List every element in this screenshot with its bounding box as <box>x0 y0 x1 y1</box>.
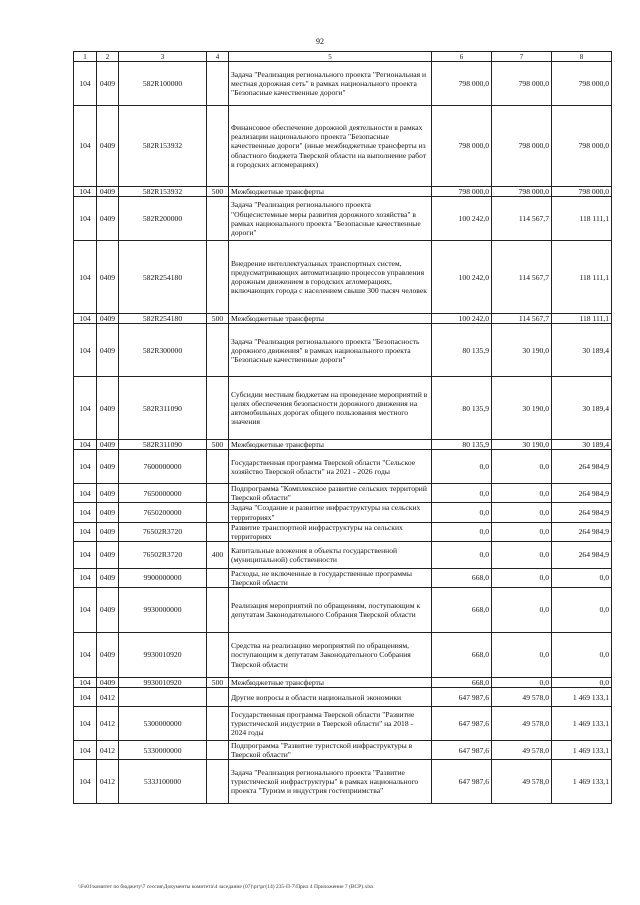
cell-amount-year2: 0,0 <box>492 484 552 503</box>
table-row <box>74 377 612 440</box>
cell-section: 0409 <box>97 484 119 503</box>
cell-target-article: 582R153932 <box>119 187 207 197</box>
cell-expense-type <box>207 241 229 314</box>
cell-section: 0409 <box>97 440 119 450</box>
cell-target-article: 5300000000 <box>119 707 207 741</box>
cell-section: 0409 <box>97 197 119 241</box>
cell-amount-year2: 0,0 <box>492 633 552 678</box>
cell-amount-year1: 0,0 <box>432 484 492 503</box>
cell-amount-year1: 647 987,6 <box>432 760 492 804</box>
cell-expense-type <box>207 324 229 377</box>
cell-admin-code: 104 <box>74 106 97 187</box>
cell-admin-code: 104 <box>74 522 97 541</box>
cell-amount-year2: 798 000,0 <box>492 62 552 106</box>
cell-target-article: 582R300000 <box>119 324 207 377</box>
cell-expense-type <box>207 568 229 587</box>
cell-expense-type: 500 <box>207 314 229 324</box>
cell-target-article: 582R200000 <box>119 197 207 241</box>
cell-amount-year3: 0,0 <box>552 568 612 587</box>
cell-amount-year1: 0,0 <box>432 450 492 484</box>
cell-amount-year2: 0,0 <box>492 588 552 633</box>
cell-amount-year3: 264 984,9 <box>552 522 612 541</box>
cell-amount-year1: 798 000,0 <box>432 187 492 197</box>
table-row <box>74 440 612 450</box>
cell-amount-year3: 1 469 133,1 <box>552 760 612 804</box>
cell-description: Государственная программа Тверской области "Развитие туристической индустрии в Тверской области" на 2018 - 2024 годы <box>229 707 432 741</box>
cell-amount-year2: 114 567,7 <box>492 314 552 324</box>
cell-admin-code: 104 <box>74 760 97 804</box>
cell-section: 0409 <box>97 678 119 688</box>
cell-amount-year3: 264 984,9 <box>552 503 612 522</box>
cell-admin-code: 104 <box>74 197 97 241</box>
cell-amount-year3: 1 469 133,1 <box>552 741 612 760</box>
cell-amount-year1: 80 135,9 <box>432 440 492 450</box>
cell-description: Внедрение интеллектуальных транспортных систем, предусматривающих автоматизацию процессов управления дорожным движением в городских агломерациях, включающих города с населением свыше 300 тысяч человек <box>229 241 432 314</box>
cell-target-article: 9930010920 <box>119 633 207 678</box>
cell-section: 0412 <box>97 741 119 760</box>
cell-target-article <box>119 688 207 707</box>
cell-section: 0409 <box>97 241 119 314</box>
cell-amount-year3: 118 111,1 <box>552 197 612 241</box>
cell-description: Финансовое обеспечение дорожной деятельности в рамках реализации национального проекта "Безопасные качественные дороги" (иные межбюджетные трансферты из областного бюджета Тверской области на выполнение работ в городских агломерациях) <box>229 106 432 187</box>
cell-amount-year3: 30 189,4 <box>552 324 612 377</box>
cell-amount-year2: 49 578,0 <box>492 688 552 707</box>
cell-section: 0409 <box>97 314 119 324</box>
table-row <box>74 588 612 633</box>
table-row <box>74 484 612 503</box>
cell-description: Подпрограмма "Развитие туристской инфраструктуры в Тверской области" <box>229 741 432 760</box>
cell-amount-year2: 49 578,0 <box>492 707 552 741</box>
cell-admin-code: 104 <box>74 187 97 197</box>
table-row <box>74 688 612 707</box>
cell-amount-year2: 0,0 <box>492 678 552 688</box>
cell-section: 0409 <box>97 522 119 541</box>
cell-description: Средства на реализацию мероприятий по обращениям, поступающим к депутатам Законодательного Собрания Тверской области <box>229 633 432 678</box>
cell-amount-year1: 647 987,6 <box>432 688 492 707</box>
cell-section: 0409 <box>97 62 119 106</box>
cell-admin-code: 104 <box>74 678 97 688</box>
table-row <box>74 678 612 688</box>
cell-expense-type <box>207 106 229 187</box>
cell-target-article: 582R100000 <box>119 62 207 106</box>
cell-target-article: 9900000000 <box>119 568 207 587</box>
cell-amount-year3: 798 000,0 <box>552 106 612 187</box>
cell-description: Субсидии местным бюджетам на проведение мероприятий в целях обеспечения безопасности дорожного движения на автомобильных дорогах общего пользования местного значения <box>229 377 432 440</box>
table-row <box>74 62 612 106</box>
table-row <box>74 106 612 187</box>
cell-amount-year1: 647 987,6 <box>432 741 492 760</box>
cell-admin-code: 104 <box>74 314 97 324</box>
cell-expense-type <box>207 377 229 440</box>
cell-amount-year1: 0,0 <box>432 503 492 522</box>
cell-amount-year3: 1 469 133,1 <box>552 707 612 741</box>
cell-section: 0412 <box>97 688 119 707</box>
column-header: 3 <box>119 52 207 62</box>
cell-section: 0409 <box>97 503 119 522</box>
cell-description: Задача "Реализация регионального проекта "Региональная и местная дорожная сеть" в рамках национального проекта "Безопасные качественные дороги" <box>229 62 432 106</box>
cell-admin-code: 104 <box>74 588 97 633</box>
cell-target-article: 533J100000 <box>119 760 207 804</box>
cell-section: 0409 <box>97 324 119 377</box>
table-row <box>74 741 612 760</box>
cell-expense-type <box>207 707 229 741</box>
cell-amount-year3: 264 984,9 <box>552 484 612 503</box>
cell-section: 0409 <box>97 541 119 568</box>
table-row <box>74 187 612 197</box>
cell-target-article: 7650200000 <box>119 503 207 522</box>
cell-amount-year3: 30 189,4 <box>552 440 612 450</box>
cell-amount-year3: 1 469 133,1 <box>552 688 612 707</box>
budget-table <box>73 51 612 804</box>
cell-admin-code: 104 <box>74 62 97 106</box>
cell-admin-code: 104 <box>74 440 97 450</box>
column-header: 8 <box>552 52 612 62</box>
cell-amount-year2: 0,0 <box>492 503 552 522</box>
cell-description: Реализация мероприятий по обращениям, поступающим к депутатам Законодательного Собрания Тверской области <box>229 588 432 633</box>
cell-description: Межбюджетные трансферты <box>229 187 432 197</box>
cell-target-article: 76502R3720 <box>119 541 207 568</box>
cell-admin-code: 104 <box>74 450 97 484</box>
cell-description: Межбюджетные трансферты <box>229 440 432 450</box>
cell-expense-type <box>207 633 229 678</box>
cell-amount-year3: 0,0 <box>552 633 612 678</box>
cell-amount-year3: 264 984,9 <box>552 450 612 484</box>
cell-section: 0409 <box>97 588 119 633</box>
cell-expense-type <box>207 450 229 484</box>
table-row <box>74 450 612 484</box>
cell-section: 0412 <box>97 707 119 741</box>
cell-expense-type: 400 <box>207 541 229 568</box>
table-row <box>74 324 612 377</box>
column-header: 1 <box>74 52 97 62</box>
cell-target-article: 582R153932 <box>119 106 207 187</box>
cell-amount-year3: 264 984,9 <box>552 541 612 568</box>
cell-admin-code: 104 <box>74 688 97 707</box>
cell-amount-year1: 100 242,0 <box>432 197 492 241</box>
cell-section: 0412 <box>97 760 119 804</box>
cell-expense-type <box>207 197 229 241</box>
cell-description: Задача "Реализация регионального проекта "Развитие туристической инфраструктуры" в рамках национального проекта "Туризм и индустрия гостеприимства" <box>229 760 432 804</box>
cell-target-article: 76502R3720 <box>119 522 207 541</box>
cell-amount-year1: 798 000,0 <box>432 62 492 106</box>
table-row <box>74 197 612 241</box>
cell-section: 0409 <box>97 187 119 197</box>
cell-amount-year3: 798 000,0 <box>552 62 612 106</box>
cell-amount-year1: 647 987,6 <box>432 707 492 741</box>
cell-target-article: 9930000000 <box>119 588 207 633</box>
cell-amount-year3: 118 111,1 <box>552 241 612 314</box>
cell-amount-year1: 100 242,0 <box>432 241 492 314</box>
table-row <box>74 503 612 522</box>
cell-amount-year3: 798 000,0 <box>552 187 612 197</box>
cell-amount-year2: 49 578,0 <box>492 760 552 804</box>
cell-section: 0409 <box>97 633 119 678</box>
column-header: 6 <box>432 52 492 62</box>
cell-amount-year1: 798 000,0 <box>432 106 492 187</box>
cell-amount-year3: 0,0 <box>552 588 612 633</box>
cell-amount-year2: 30 190,0 <box>492 324 552 377</box>
cell-amount-year2: 0,0 <box>492 568 552 587</box>
cell-expense-type <box>207 688 229 707</box>
page-number: 92 <box>316 37 324 46</box>
cell-amount-year2: 0,0 <box>492 450 552 484</box>
cell-description: Межбюджетные трансферты <box>229 314 432 324</box>
cell-admin-code: 104 <box>74 541 97 568</box>
cell-description: Задача "Создание и развитие инфраструктуры на сельских территориях" <box>229 503 432 522</box>
cell-description: Межбюджетные трансферты <box>229 678 432 688</box>
table-row <box>74 633 612 678</box>
cell-description: Расходы, не включенные в государственные программы Тверской области <box>229 568 432 587</box>
table-row <box>74 314 612 324</box>
cell-admin-code: 104 <box>74 377 97 440</box>
table-row <box>74 760 612 804</box>
cell-amount-year1: 80 135,9 <box>432 377 492 440</box>
cell-admin-code: 104 <box>74 484 97 503</box>
column-header: 7 <box>492 52 552 62</box>
cell-amount-year1: 668,0 <box>432 678 492 688</box>
table-row <box>74 568 612 587</box>
cell-amount-year2: 798 000,0 <box>492 106 552 187</box>
cell-expense-type <box>207 760 229 804</box>
cell-admin-code: 104 <box>74 633 97 678</box>
cell-expense-type <box>207 62 229 106</box>
cell-amount-year1: 80 135,9 <box>432 324 492 377</box>
cell-description: Развитие транспортной инфраструктуры на сельских территориях <box>229 522 432 541</box>
cell-amount-year2: 114 567,7 <box>492 241 552 314</box>
cell-expense-type <box>207 484 229 503</box>
cell-description: Другие вопросы в области национальной экономики <box>229 688 432 707</box>
cell-expense-type: 500 <box>207 440 229 450</box>
cell-section: 0409 <box>97 568 119 587</box>
cell-expense-type <box>207 588 229 633</box>
cell-amount-year1: 0,0 <box>432 522 492 541</box>
cell-admin-code: 104 <box>74 241 97 314</box>
cell-amount-year2: 114 567,7 <box>492 197 552 241</box>
cell-description: Государственная программа Тверской области "Сельское хозяйство Тверской области" на 2021 - 2026 годы <box>229 450 432 484</box>
cell-expense-type: 500 <box>207 678 229 688</box>
file-path-footer: \\Fs01\комитет по бюджету\7 сессия\Документы комитета\4 заседание (07)\рг\рг(14) 235-П-7\Прил 4 Приложение 7 (ВСР).xlsx <box>78 884 374 890</box>
table-header-row <box>74 52 612 62</box>
cell-target-article: 582R311090 <box>119 440 207 450</box>
cell-amount-year2: 49 578,0 <box>492 741 552 760</box>
cell-expense-type: 500 <box>207 187 229 197</box>
cell-admin-code: 104 <box>74 741 97 760</box>
cell-section: 0409 <box>97 106 119 187</box>
cell-amount-year1: 100 242,0 <box>432 314 492 324</box>
cell-target-article: 582R254180 <box>119 241 207 314</box>
cell-amount-year2: 30 190,0 <box>492 377 552 440</box>
cell-target-article: 5330000000 <box>119 741 207 760</box>
cell-section: 0409 <box>97 450 119 484</box>
column-header: 5 <box>229 52 432 62</box>
cell-expense-type <box>207 522 229 541</box>
cell-expense-type <box>207 741 229 760</box>
cell-target-article: 582R311090 <box>119 377 207 440</box>
cell-expense-type <box>207 503 229 522</box>
cell-amount-year1: 668,0 <box>432 568 492 587</box>
table-row <box>74 241 612 314</box>
cell-admin-code: 104 <box>74 707 97 741</box>
cell-amount-year1: 668,0 <box>432 588 492 633</box>
cell-target-article: 582R254180 <box>119 314 207 324</box>
cell-admin-code: 104 <box>74 503 97 522</box>
cell-admin-code: 104 <box>74 324 97 377</box>
cell-amount-year1: 668,0 <box>432 633 492 678</box>
cell-amount-year1: 0,0 <box>432 541 492 568</box>
cell-target-article: 7650000000 <box>119 484 207 503</box>
cell-description: Подпрограмма "Комплексное развитие сельских территорий Тверской области" <box>229 484 432 503</box>
cell-description: Задача "Реализация регионального проекта "Безопасность дорожного движения" в рамках национального проекта "Безопасные качественные дороги" <box>229 324 432 377</box>
cell-description: Капитальные вложения в объекты государственной (муниципальной) собственности <box>229 541 432 568</box>
cell-target-article: 7600000000 <box>119 450 207 484</box>
column-header: 4 <box>207 52 229 62</box>
table-row <box>74 541 612 568</box>
cell-amount-year2: 30 190,0 <box>492 440 552 450</box>
cell-amount-year2: 798 000,0 <box>492 187 552 197</box>
cell-target-article: 9930010920 <box>119 678 207 688</box>
cell-amount-year2: 0,0 <box>492 541 552 568</box>
cell-amount-year3: 118 111,1 <box>552 314 612 324</box>
cell-amount-year2: 0,0 <box>492 522 552 541</box>
cell-section: 0409 <box>97 377 119 440</box>
table-row <box>74 522 612 541</box>
column-header: 2 <box>97 52 119 62</box>
cell-amount-year3: 30 189,4 <box>552 377 612 440</box>
cell-amount-year3: 0,0 <box>552 678 612 688</box>
table-row <box>74 707 612 741</box>
cell-admin-code: 104 <box>74 568 97 587</box>
cell-description: Задача "Реализация регионального проекта "Общесистемные меры развития дорожного хозяйства" в рамках национального проекта "Безопасные качественные дороги" <box>229 197 432 241</box>
